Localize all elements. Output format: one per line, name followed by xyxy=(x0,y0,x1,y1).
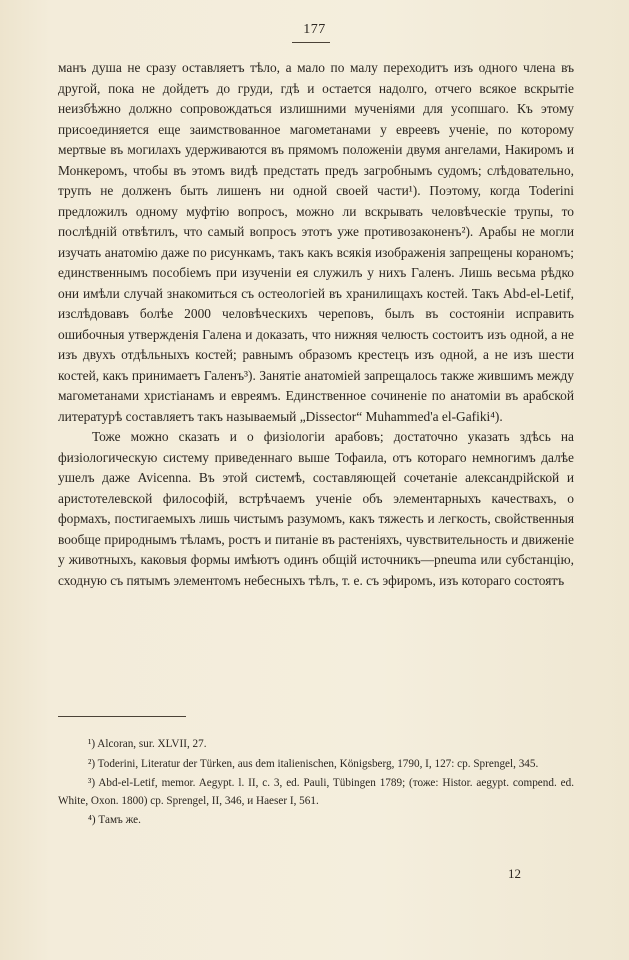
main-text xyxy=(58,58,574,591)
footnotes xyxy=(58,736,574,832)
footnote-rule xyxy=(58,716,186,717)
footnote-3: ³) Abd-el-Letif, memor. Aegypt. l. II, c. 3, ed. Pauli, Tübingen 1789; (тоже: Histor. aegypt. compend. ed. White, Oxon. 1800) cp. Sprengel, II, 346, и Haeser I, 561. xyxy=(58,777,574,807)
signature-mark: 12 xyxy=(508,866,521,881)
header-rule xyxy=(292,42,330,43)
footnote-1: ¹) Alcoran, sur. XLVII, 27. xyxy=(88,738,207,750)
page-number: 177 xyxy=(303,22,326,37)
paragraph-1: манъ душа не сразу оставляетъ тѣло, а мало по малу переходитъ изъ одного члена въ другой, пока не дойдетъ до груди, гдѣ и остается надолго, отчего всякое вскрытіе неизбѣжно должно сопровождаться излишними мученіями для усопшаго. Къ этому присоединяется еще заимствованное магометанами у евреевъ ученіе, по которому мертвые въ могилахъ удерживаются въ прямомъ положеніи двумя ангелами, Накиромъ и Монкеромъ, чтобы въ этомъ видѣ предстать предъ загробнымъ судомъ; слѣдовательно, трупъ не долженъ быть лишенъ ни одной своей части¹). Поэтому, когда Toderini предложилъ одному муфтію вопросъ, можно ли вскрывать человѣческіе трупы, то послѣдній отвѣтилъ, что самый вопросъ этотъ уже противозаконенъ²). Арабы не могли изучать анатомію даже по рисункамъ, такъ какъ всякія изображенія запрещены кораномъ; единственнымъ пособіемъ при изученіи ея служилъ у нихъ Галенъ. Лишь весьма рѣдко они имѣли случай знакомиться съ остеологіей въ хранилищахъ костей. Такъ Abd-el-Letif, изслѣдовавъ болѣе 2000 человѣческихъ череповъ, былъ въ состояніи исправить ошибочныя утвержденія Галена и доказать, что нижняя челюсть состоитъ изъ одной, а не изъ двухъ отдѣльныхъ костей; равнымъ образомъ крестецъ изъ одной, а не изъ шести костей, какъ принимаетъ Галенъ³). Занятіе анатоміей запрещалось также жившимъ между магометанами христіанамъ и евреямъ. Единственное сочиненіе по анатоміи въ арабской литературѣ составляетъ такъ называемый „Dissector“ Muhammed'a el-Gafiki⁴). xyxy=(58,60,574,424)
footnote-2: ²) Toderini, Literatur der Türken, aus dem italienischen, Königsberg, 1790, I, 127: cp. Sprengel, 345. xyxy=(88,757,539,770)
footnote-4: ⁴) Тамъ же. xyxy=(88,814,141,826)
paragraph-2: Тоже можно сказать и о физіологіи арабовъ; достаточно указать здѣсь на физіологическую систему приведеннаго выше Тофаила, отъ котораго немногимъ далѣе ушелъ даже Avicenna. Въ этой системѣ, составляющей сочетаніе александрійской и аристотелевской философій, встрѣчаемъ ученіе объ элементарныхъ качествахъ, о формахъ, постигаемыхъ лишь чистымъ разумомъ, какъ тяжесть и легкость, свойственныя вообще природнымъ тѣламъ, ростъ и питаніе въ растеніяхъ, чувствительность и движеніе у животныхъ, каковыя формы имѣютъ одинъ общій источникъ—pneuma или субстанцію, сходную съ пятымъ элементомъ небесныхъ тѣлъ, т. е. съ эфиромъ, изъ котораго состоятъ xyxy=(58,429,574,588)
